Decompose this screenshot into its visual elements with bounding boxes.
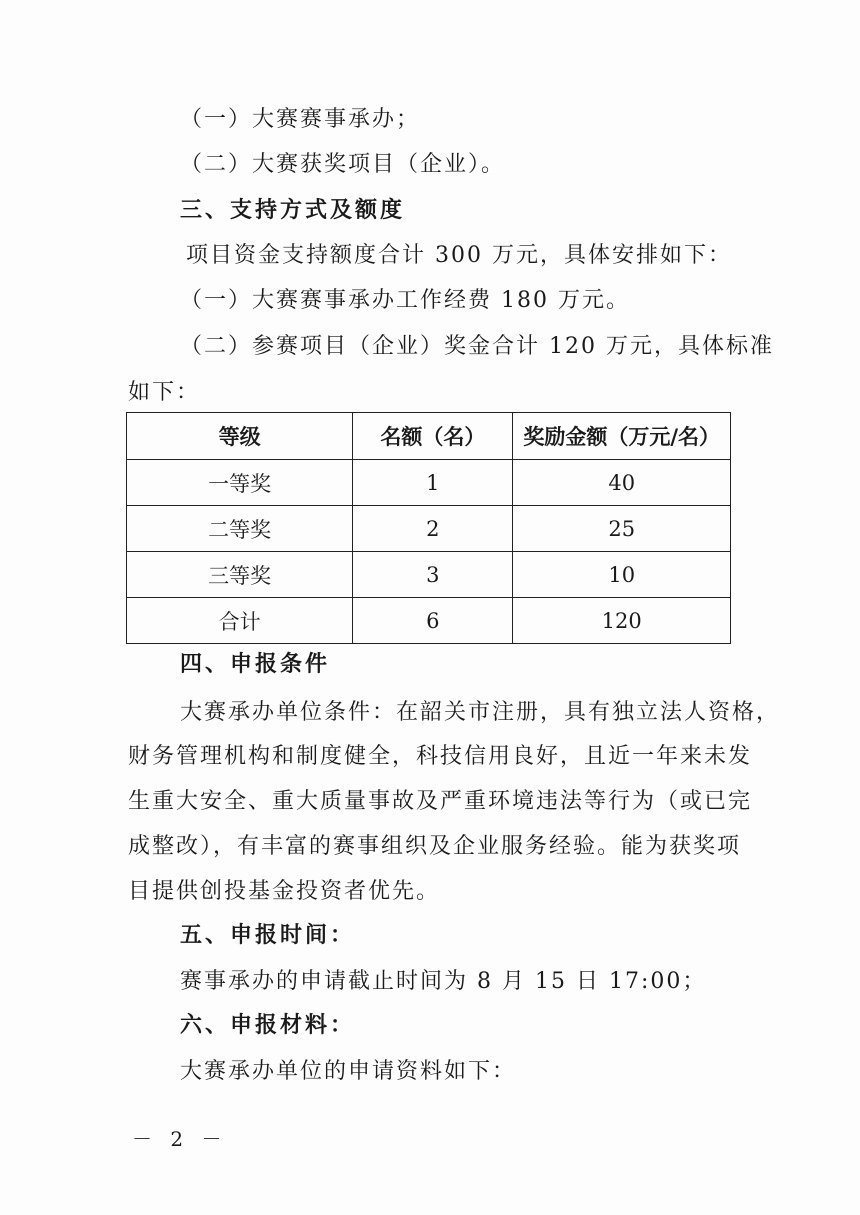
paragraph-conditions-2: 财务管理机构和制度健全，科技信用良好，且近一年来未发 [128,744,753,769]
paragraph-deadline: 赛事承办的申请截止时间为 8 月 15 日 17:00； [180,969,707,994]
table-cell: 三等奖 [127,552,353,598]
table-header: 等级 [127,413,353,460]
table-cell: 合计 [127,598,353,644]
table-cell: 120 [513,598,731,644]
paragraph-conditions-5: 目提供创投基金投资者优先。 [128,879,441,904]
paragraph-funding-host: （一）大赛赛事承办工作经费 180 万元。 [180,288,630,313]
table-cell: 二等奖 [127,506,353,552]
section-heading-3: 三、支持方式及额度 [180,198,406,223]
table-header: 奖励金额（万元/名） [513,413,731,460]
table-cell: 2 [353,506,513,552]
table-cell: 6 [353,598,513,644]
section-heading-4: 四、申报条件 [180,652,331,677]
section-heading-6: 六、申报材料： [180,1013,356,1038]
table-row [127,460,731,506]
paragraph-conditions-3: 生重大安全、重大质量事故及严重环境违法等行为（或已完 [128,789,753,814]
paragraph-item-2: （二）大赛获奖项目（企业）。 [180,152,506,177]
table-row [127,552,731,598]
paragraph-funding-prize-cont: 如下： [128,380,201,405]
section-heading-5: 五、申报时间： [180,923,356,948]
table-cell: 40 [513,460,731,506]
page-number: － 2 － [132,1127,228,1151]
table-header: 名额（名） [353,413,513,460]
table-row [127,506,731,552]
paragraph-funding-total: 项目资金支持额度合计 300 万元，具体安排如下： [186,243,732,268]
paragraph-funding-prize: （二）参赛项目（企业）奖金合计 120 万元，具体标准 [180,334,774,359]
paragraph-materials: 大赛承办单位的申请资料如下： [180,1059,517,1084]
paragraph-item-1: （一）大赛赛事承办； [180,107,421,132]
table-row [127,598,731,644]
paragraph-conditions-4: 成整改），有丰富的赛事组织及企业服务经验。能为获奖项 [128,834,742,859]
table-cell: 10 [513,552,731,598]
paragraph-conditions-1: 大赛承办单位条件：在韶关市注册，具有独立法人资格， [180,700,781,725]
table-cell: 25 [513,506,731,552]
table-cell: 一等奖 [127,460,353,506]
table-header-row [127,413,731,460]
table-cell: 1 [353,460,513,506]
table-cell: 3 [353,552,513,598]
prize-table [126,412,731,644]
